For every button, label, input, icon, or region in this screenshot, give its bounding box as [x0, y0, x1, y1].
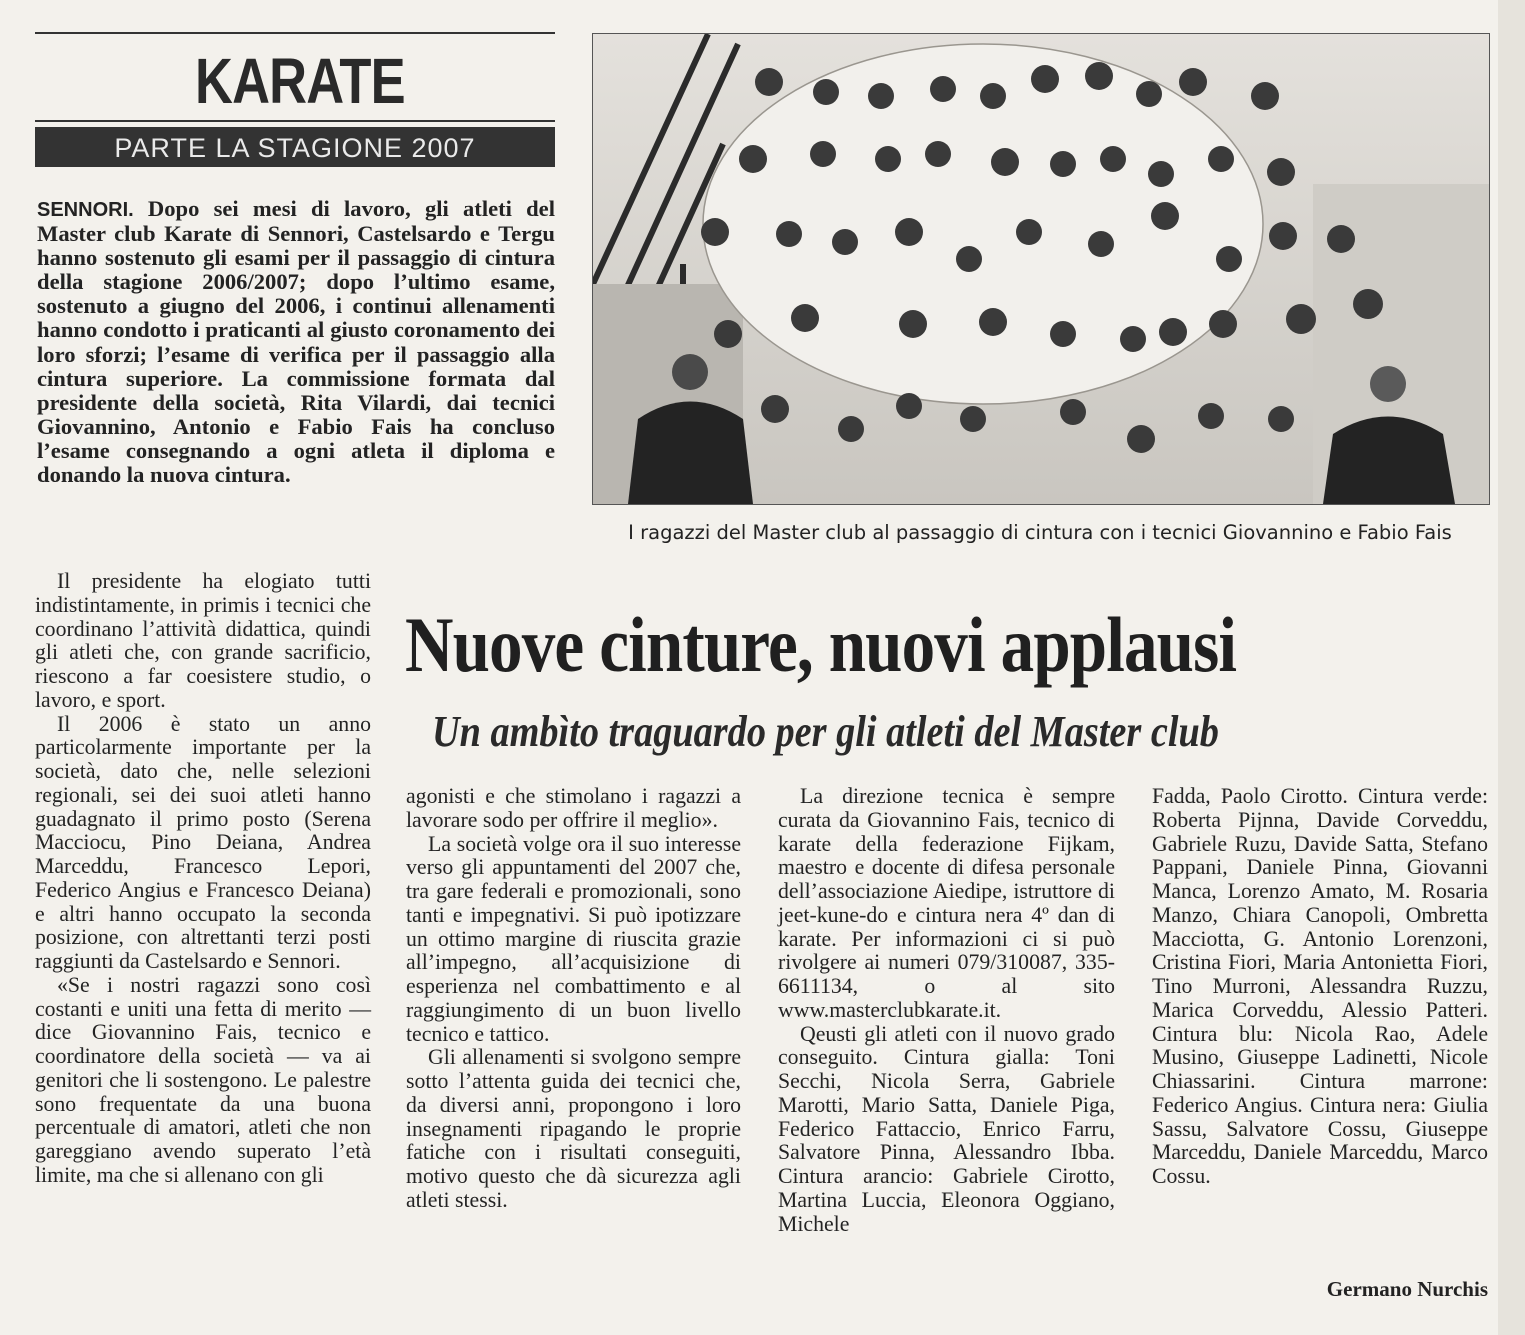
group-photo [592, 33, 1490, 505]
group-photo-illustration [593, 34, 1489, 504]
section-kicker: KARATE [195, 45, 405, 117]
strapline-banner: PARTE LA STAGIONE 2007 [35, 127, 555, 167]
paragraph: agonisti e che stimolano i ragazzi a lavorare sodo per offrire il meglio». [406, 784, 741, 832]
paragraph: La direzione tecnica è sempre curata da Giovannino Fais, tecnico di karate della federazione Fijkam, maestro e docente di difesa personale dell’associazione Aiedipe, istruttore di jeet-kune-do e cintura nera 4º dan di karate. Per informazioni ci si può rivolgere ai numeri 079/310087, 335-6611134, o al sito www.masterclubkarate.it. [778, 784, 1115, 1022]
body-column-3 [778, 785, 1115, 1236]
paragraph: Il 2006 è stato un anno particolarmente importante per la società, dato che, nelle selezioni regionali, sei dei suoi atleti hanno guadagnato il primo posto (Serena Macciocu, Pino Deiana, Andrea Marceddu, Francesco Lepori, Federico Angius e Francesco Deiana) e altri hanno occupato la seconda posizione, con altrettanti terzi posti raggiunti da Castelsardo e Sennori. [35, 711, 371, 973]
byline: Germano Nurchis [1326, 1277, 1488, 1301]
body-column-1 [35, 570, 371, 1188]
page-edge [1498, 0, 1525, 1335]
paragraph: Il presidente ha elogiato tutti indistintamente, in primis i tecnici che coordinano l’attività didattica, quindi gli atleti che, con grande sacrificio, riescono a far coesistere studio, o lavoro, e sport. [35, 569, 371, 712]
paragraph: Gli allenamenti si svolgono sempre sotto l’attenta guida dei tecnici che, da diversi anni, propongono i loro insegnamenti ripagando le proprie fatiche con i risultati conseguiti, motivo questo che dà sicurezza agli atleti stessi. [406, 1045, 741, 1212]
paragraph: Fadda, Paolo Cirotto. Cintura verde: Roberta Pijnna, Davide Corveddu, Gabriele Ruzu, Davide Satta, Stefano Pappani, Daniele Pinna, Giovanni Manca, Lorenzo Amato, M. Rosaria Manzo, Chiara Canopoli, Ombretta Macciotta, G. Antonio Lorenzoni, Cristina Fiori, Maria Antonietta Fiori, Tino Murroni, Alessandra Ruzzu, Marica Corveddu, Alessio Patteri. Cintura blu: Nicola Rao, Adele Musino, Giuseppe Ladinetti, Nicole Chiassarini. Cintura marrone: Federico Angius. Cintura nera: Giulia Sassu, Salvatore Cossu, Giuseppe Marceddu, Daniele Marceddu, Marco Cossu. [1152, 784, 1488, 1188]
lead-paragraph [37, 197, 555, 487]
body-column-2 [406, 785, 741, 1213]
dateline-city: SENNORI. [37, 199, 134, 221]
paragraph: Qeusti gli atleti con il nuovo grado conseguito. Cintura gialla: Toni Secchi, Nicola Serra, Gabriele Marotti, Mario Satta, Daniele Piga, Federico Fattaccio, Enrico Farru, Salvatore Pinna, Alessandro Ibba. Cintura arancio: Gabriele Cirotto, Martina Luccia, Eleonora Oggiano, Michele [778, 1021, 1115, 1236]
lead-text: Dopo sei mesi di lavoro, gli atleti del Master club Karate di Sennori, Castelsardo e Tergu hanno sostenuto gli esami per il passaggio di cintura della stagione 2006/2007; dopo l’ultimo esame, sostenuto a giugno del 2006, i continui allenamenti hanno condotto i praticanti al giusto coronamento dei loro sforzi; l’esame di verifica per il passaggio alla cintura superiore. La commissione formata dal presidente della società, Rita Vilardi, dai tecnici Giovannino, Antonio e Fabio Fais ha concluso l’esame consegnando a ogni atleta il diploma e donando la nuova cintura. [37, 196, 555, 488]
photo-caption: I ragazzi del Master club al passaggio di cintura con i tecnici Giovannino e Fabio Fais [628, 521, 1452, 544]
top-rule [35, 32, 555, 34]
paragraph: La società volge ora il suo interesse verso gli appuntamenti del 2007 che, tra gare federali e promozionali, sono tanti e impegnativi. Si può ipotizzare un ottimo margine di riuscita grazie all’impegno, all’acquisizione di esperienza nel combattimento e al raggiungimento di un buon livello tecnico e tattico. [406, 831, 741, 1046]
kicker-rule [35, 120, 555, 122]
paragraph: «Se i nostri ragazzi sono così costanti e uniti una fetta di merito — dice Giovannino Fais, tecnico e coordinatore della società — va ai genitori che li sostengono. Le palestre sono frequentate da una buona percentuale di amatori, atleti che non gareggiano avendo superato l’età limite, ma che si allenano con gli [35, 972, 371, 1187]
headline: Nuove cinture, nuovi applausi [405, 601, 1237, 688]
body-column-4 [1152, 785, 1488, 1189]
subheadline: Un ambìto traguardo per gli atleti del Master club [432, 707, 1219, 756]
